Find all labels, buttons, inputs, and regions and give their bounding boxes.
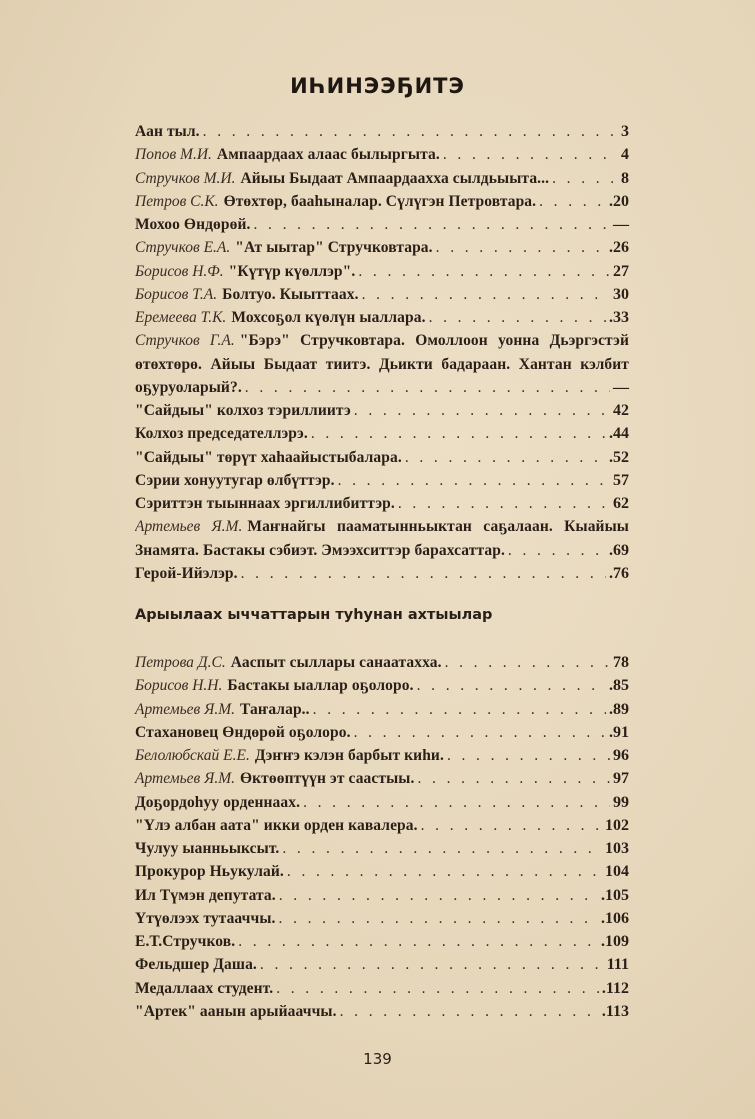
entry-page: .69 [609,541,629,559]
toc-entry [135,654,629,677]
dot-leader [241,565,606,583]
entry-author: Борисов Н.Н. [135,677,223,695]
toc-entry [135,980,629,1003]
entry-page: 62 [613,495,629,512]
entry-page: 103 [605,840,629,857]
dot-leader [447,747,610,765]
entry-author: Стручков Е.А. [135,239,231,257]
entry-author: Стручков М.И. [135,169,236,187]
entry-title: Стахановец Өндөрөй оҕолоро. [135,723,351,741]
entry-title: "Үлэ албан аата" икки орден кавалера. [135,816,418,834]
entry-title: Өктөөптүүн эт саастыы. [239,770,415,788]
entry-title: Ааспыт сыллары санаатахха. [230,654,442,671]
entry-page: .44 [609,425,629,443]
toc-entry [135,933,629,956]
entry-title: Айыы Быдаат Ампаардаахха сылдьыыта... [240,169,550,187]
entry-author: Артемьев Я.М. [135,770,235,788]
entry-title: Ил Түмэн депутата. [135,886,276,904]
entry-title: Болтуо. Кыыттаах. [222,285,359,303]
entry-page: .20 [609,192,629,210]
toc-entry [135,1003,629,1026]
entry-page: .89 [609,700,629,718]
toc-entry-last-line [135,379,629,402]
entry-page: .76 [609,564,629,582]
toc-entry [135,747,629,770]
entry-title: Мохсоҕол күөлүн ыаллара. [231,309,426,326]
dot-leader [311,425,606,443]
entry-page: 78 [613,654,629,671]
dot-leader [287,863,602,881]
entry-page: 3 [621,123,629,140]
toc-entry [135,794,629,817]
toc-entry [135,123,629,146]
entry-title: Маҥнайгы пааматынньыктан саҕалаан. Кыайыы [247,518,629,536]
toc-entry [135,170,629,193]
entry-title: "Ат ыытар" Стручковтара. [235,239,433,257]
entry-page: .106 [601,909,629,927]
entry-title: Е.Т.Стручков. [135,933,236,950]
toc-entry-last-line [135,542,629,565]
entry-page: 102 [605,816,629,834]
entry-title-continued: өтөхтөрө. Айыы Быдаат тиитэ. Дьикти бадараан. Хантан кэлбит [135,355,629,373]
dot-leader [313,701,606,719]
dot-leader [552,170,618,188]
dot-leader [238,933,598,951]
entry-page: .85 [609,677,629,695]
entry-author: Борисов Т.А. [135,285,218,303]
entry-title: Таҥалар.. [239,700,310,718]
entry-title: Сэрии хонуутугар өлбүттэр. [135,471,335,489]
toc-entry [135,770,629,793]
entry-author: Еремеева Т.К. [135,309,227,326]
entry-page: .52 [609,448,629,466]
entry-page: 104 [605,863,629,881]
entry-title: Колхоз председателлэрэ. [135,425,308,443]
entry-page: 4 [621,146,629,164]
dot-leader [203,123,618,141]
toc-entry [135,402,629,425]
toc-entry [135,495,629,518]
entry-title: Чулуу ыанньыксыт. [135,840,280,857]
entry-page: 27 [613,262,629,280]
entry-author: Артемьев Я.М. [135,518,243,536]
toc-entry [135,724,629,747]
toc-entry [135,887,629,910]
dot-leader [282,840,602,858]
toc-entry [135,193,629,216]
dot-leader [398,495,610,513]
entry-page: 57 [613,471,629,489]
dot-leader [362,286,610,304]
entry-author: Попов М.И. [135,146,212,164]
entry-title-continued: оҕуруоларый?. [135,378,242,396]
entry-page: 8 [621,169,629,187]
toc-entry [135,239,629,262]
dot-leader [340,1003,599,1021]
dot-leader [354,402,610,420]
dot-leader [354,724,606,742]
toc-section-2 [135,654,629,1026]
entry-author: Петров С.К. [135,192,219,210]
entry-page: .109 [601,933,629,950]
entry-title: Сэриттэн тыыннаах эргиллибиттэр. [135,495,395,512]
toc-entry [135,449,629,472]
dot-leader [279,910,598,928]
page-title: ИҺИНЭЭҔИТЭ [290,74,465,98]
entry-title: "Күтүр күөллэр". [228,262,356,280]
entry-page: .91 [609,723,629,741]
toc-entry [135,332,629,355]
entry-page: .33 [609,309,629,326]
entry-page: 42 [613,402,629,419]
dot-leader [303,794,610,812]
entry-title: "Сайдыы" колхоз тэриллиитэ [135,402,351,419]
dot-leader [445,654,610,672]
entry-page: — [613,378,629,396]
toc-entry [135,863,629,886]
entry-title: "Артек" аанын арыйааччы. [135,1002,337,1020]
entry-title: "Сайдыы" төрүт хаһаайыстыбалара. [135,448,402,466]
toc-entry [135,263,629,286]
dot-leader [421,817,602,835]
dot-leader [417,770,610,788]
entry-title: Доҕордоһуу орденнаах. [135,793,301,811]
section-heading: Арыылаах ыччаттарын туһунан ахтыылар [135,607,493,623]
entry-title-continued: Знамята. Бастакы сэбиэт. Эмээхситтэр барахсаттар. [135,541,505,559]
entry-title: Ампаардаах алаас былыргыта. [216,146,440,164]
entry-page: 96 [613,747,629,764]
dot-leader [338,472,610,490]
entry-title: Медаллаах студент. [135,979,274,997]
dot-leader [405,449,606,467]
dot-leader [443,146,618,164]
entry-title: Үтүөлээх тутааччы. [135,909,276,927]
entry-page: — [613,216,629,233]
dot-leader [429,309,606,327]
toc-entry [135,910,629,933]
page-number: 139 [363,1050,392,1068]
toc-entry [135,146,629,169]
toc-entry [135,472,629,495]
entry-page: .105 [601,886,629,904]
dot-leader [276,980,599,998]
entry-title: Бастакы ыаллар оҕолоро. [227,677,414,695]
entry-page: .112 [601,979,629,997]
dot-leader [279,887,598,905]
toc-entry [135,817,629,840]
entry-title: Фельдшер Даша. [135,956,257,974]
entry-author: Борисов Н.Ф. [135,262,224,280]
entry-title: Герой-Ийэлэр. [135,564,238,582]
entry-page: .26 [609,239,629,257]
dot-leader [260,956,604,974]
toc-entry [135,677,629,700]
entry-author: Петрова Д.С. [135,654,226,671]
entry-page: 111 [606,956,629,974]
entry-title: Мохоо Өндөрөй. [135,216,251,233]
dot-leader [539,193,606,211]
toc-entry [135,286,629,309]
toc-entry [135,701,629,724]
entry-title: Дэҥҥэ кэлэн барбыт киһи. [254,747,444,764]
entry-author: Стручков Г.А. [135,332,235,350]
dot-leader [436,239,606,257]
toc-entry [135,518,629,541]
dot-leader [358,263,610,281]
dot-leader [245,379,610,397]
entry-title: "Бэрэ" Стручковтара. Омоллоон уонна Дьэргэстэй [239,332,629,350]
toc-section-1 [135,123,629,588]
entry-title: Өтөхтөр, бааһыналар. Сүлүгэн Петровтара. [223,192,537,210]
entry-page: 99 [613,793,629,811]
entry-title: Аан тыл. [135,123,200,140]
toc-entry [135,425,629,448]
toc-entry [135,840,629,863]
entry-page: .113 [601,1002,629,1020]
entry-page: 30 [613,285,629,303]
entry-author: Белолюбскай Е.Е. [135,747,250,764]
entry-author: Артемьев Я.М. [135,700,235,718]
toc-entry [135,309,629,332]
toc-entry-continuation [135,356,629,379]
entry-page: 97 [613,770,629,788]
toc-entry [135,216,629,239]
dot-leader [417,677,606,695]
toc-entry [135,565,629,588]
dot-leader [508,542,606,560]
toc-entry [135,956,629,979]
entry-title: Прокурор Ньукулай. [135,863,284,881]
dot-leader [253,216,610,234]
